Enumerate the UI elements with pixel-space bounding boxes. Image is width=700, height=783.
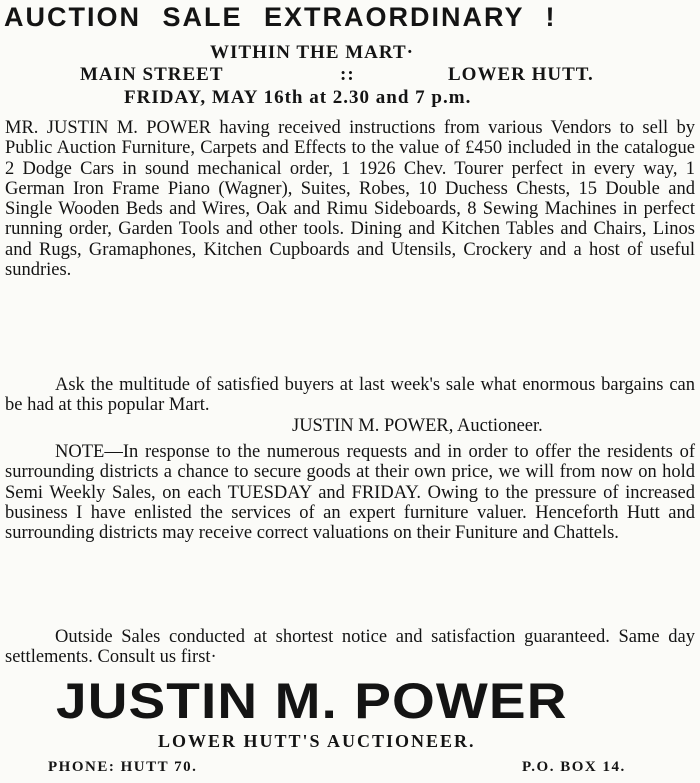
auctioneer-tagline: LOWER HUTT'S AUCTIONEER. bbox=[158, 731, 476, 751]
auctioneer-name-banner: JUSTIN M. POWER bbox=[56, 673, 568, 729]
sale-date-line: FRIDAY, MAY 16th at 2.30 and 7 p.m. bbox=[124, 87, 472, 108]
note-paragraph: NOTE—In response to the numerous requests and in order to offer the residents of surrounding districts a chance to secure goods at their own price, we will from now on hold Semi Weekly Sales, on each TUESDAY and FRIDAY. Owing to the pressure of increased business I have enlisted the services of an expert furniture valuer. Henceforth Hutt and surrounding districts may receive correct valuations on their Funiture and Chattels. bbox=[5, 442, 695, 544]
po-box: P.O. BOX 14. bbox=[522, 759, 626, 775]
phone-number: PHONE: HUTT 70. bbox=[48, 759, 198, 775]
address-separator: :: bbox=[340, 64, 355, 85]
venue-line: WITHIN THE MART· bbox=[210, 42, 414, 63]
auctioneer-signature: JUSTIN M. POWER, Auctioneer. bbox=[292, 416, 543, 436]
sale-items-paragraph: MR. JUSTIN M. POWER having received instructions from various Vendors to sell by Public Auction Furniture, Carpets and Effects to the value of £450 included in the catalogue 2 Dodge Cars in sound mechanical order, 1 1926 Chev. Tourer perfect in every way, 1 German Iron Frame Piano (Wagner), Suites, Robes, 10 Duchess Chests, 15 Double and Single Wooden Beds and Wires, Oak and Rimu Sideboards, 8 Sewing Machines in perfect running order, Garden Tools and other tools. Dining and Kitchen Tables and Chairs, Linos and Rugs, Gramaphones, Kitchen Cupboards and Utensils, Crockery and a host of useful sundries. bbox=[5, 118, 695, 281]
outside-sales-paragraph: Outside Sales conducted at shortest notice and satisfaction guaranteed. Same day settlements. Consult us first· bbox=[5, 627, 695, 668]
town-name: LOWER HUTT. bbox=[448, 64, 594, 85]
headline: AUCTION SALE EXTRAORDINARY ! bbox=[4, 2, 557, 32]
buyers-paragraph: Ask the multitude of satisfied buyers at last week's sale what enormous bargains can be had at this popular Mart. bbox=[5, 375, 695, 416]
street-name: MAIN STREET bbox=[80, 64, 224, 85]
